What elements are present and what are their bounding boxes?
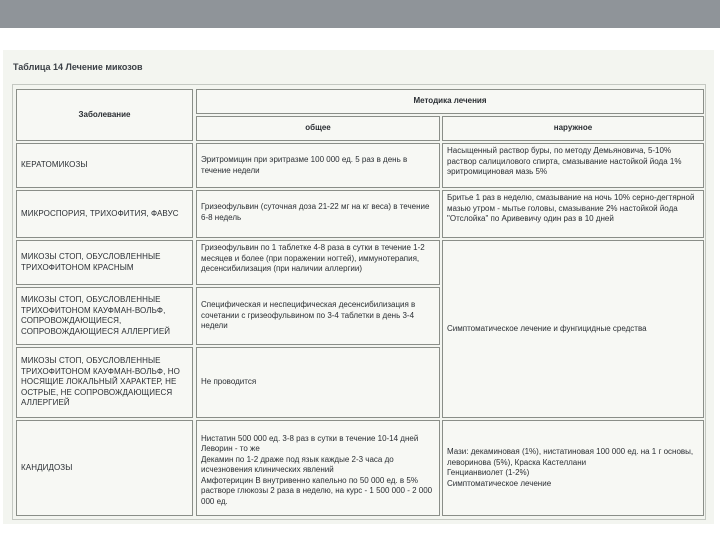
row-4-disease xyxy=(16,287,193,345)
row-2-general-text: Гризеофульвин (суточная доза 21-22 мг на кг веса) в течение 6-8 недель xyxy=(201,202,430,222)
row-5-general-text: Не проводится xyxy=(201,377,257,387)
row-6-external-text: Мази: декаминовая (1%), нистатиновая 100 000 ед. на 1 г основы, леворинова (5%), Краска Кастеллани Генцианвиолет (1-2%) Симптоматическое лечение xyxy=(447,447,694,488)
row-2-general xyxy=(196,190,440,238)
row-1-external-text: Насыщенный раствор буры, по методу Демьяновича, 5-10% раствор салицилового спирта, смазывание настойкой йода 1% эритромициновая мазь 5% xyxy=(447,146,682,176)
row-1-general-text: Эритромицин при эритразме 100 000 ед. 5 раз в день в течение недели xyxy=(201,155,408,175)
header-external xyxy=(442,116,704,141)
row-4-general xyxy=(196,287,440,345)
row-1-disease xyxy=(16,143,193,188)
rows-3-5-external-text: Симптоматическое лечение и фунгицидные средства xyxy=(447,323,647,333)
row-1-general xyxy=(196,143,440,188)
row-4-general-text: Специфическая и неспецифическая десенсибилизация в сочетании с гризеофульвином по 3-4 таблетки в день 3-4 недели xyxy=(201,300,416,331)
row-6-external xyxy=(442,420,704,516)
row-6-disease xyxy=(16,420,193,516)
row-6-disease-text: КАНДИДОЗЫ xyxy=(21,462,73,472)
header-disease xyxy=(16,89,193,141)
row-2-disease-text: МИКРОСПОРИЯ, ТРИХОФИТИЯ, ФАВУС xyxy=(21,208,179,218)
row-4-disease-text: МИКОЗЫ СТОП, ОБУСЛОВЛЕННЫЕ ТРИХОФИТОНОМ КАУФМАН-ВОЛЬФ, СОПРОВОЖДАЮЩИЕСЯ, СОПРОВОЖДАЮЩИЕСЯ АЛЛЕРГИЕЙ xyxy=(21,295,171,336)
row-3-general xyxy=(196,240,440,285)
header-method xyxy=(196,89,704,114)
row-2-disease xyxy=(16,190,193,238)
row-1-disease-text: КЕРАТОМИКОЗЫ xyxy=(21,160,88,170)
row-1-external xyxy=(442,143,704,188)
row-5-disease xyxy=(16,347,193,418)
row-3-disease-text: МИКОЗЫ СТОП, ОБУСЛОВЛЕННЫЕ ТРИХОФИТОНОМ КРАСНЫМ xyxy=(21,252,161,272)
row-6-general xyxy=(196,420,440,516)
row-2-external xyxy=(442,190,704,238)
row-6-general-text: Нистатин 500 000 ед. 3-8 раз в сутки в течение 10-14 дней Леворин - то же Декамин по 1-2 драже под язык каждые 2-3 часа до исчезновения клинических явлений Амфотерицин В внутривенно капельно по 50 000 ед. в 5% растворе глюкозы 2 раза в неделю, на курс - 1 500 000 - 2 000 000 ед. xyxy=(201,433,433,506)
row-5-disease-text: МИКОЗЫ СТОП, ОБУСЛОВЛЕННЫЕ ТРИХОФИТОНОМ КАУФМАН-ВОЛЬФ, НО НОСЯЩИЕ ЛОКАЛЬНЫЙ ХАРАКТЕР, НЕ ОСТРЫЕ, НЕ СОПРОВОЖДАЮЩИЕСЯ АЛЛЕРГИЕЙ xyxy=(21,356,180,408)
table-title: Таблица 14 Лечение микозов xyxy=(13,62,143,72)
header-general xyxy=(196,116,440,141)
slide-header-strip xyxy=(0,28,720,50)
header-general-label: общее xyxy=(305,123,331,133)
row-5-general xyxy=(196,347,440,418)
rows-3-5-external xyxy=(442,240,704,418)
header-disease-label: Заболевание xyxy=(78,109,131,119)
row-2-external-text: Бритье 1 раз в неделю, смазывание на ночь 10% серно-дегтярной мазью утром - мытье головы, смазывание 2% настойкой йода "Отслойка" по Аривевичу один раз в 10 дней xyxy=(447,193,695,223)
header-external-label: наружное xyxy=(553,123,593,133)
slide-header-band xyxy=(0,0,720,28)
row-3-general-text: Гризеофульвин по 1 таблетке 4-8 раза в сутки в течение 1-2 месяцев и более (при поражении ногтей), иммунотерапия, десенсибилизация (при наличии аллергии) xyxy=(201,243,425,273)
header-method-label: Методика лечения xyxy=(413,96,487,106)
row-3-disease xyxy=(16,240,193,285)
